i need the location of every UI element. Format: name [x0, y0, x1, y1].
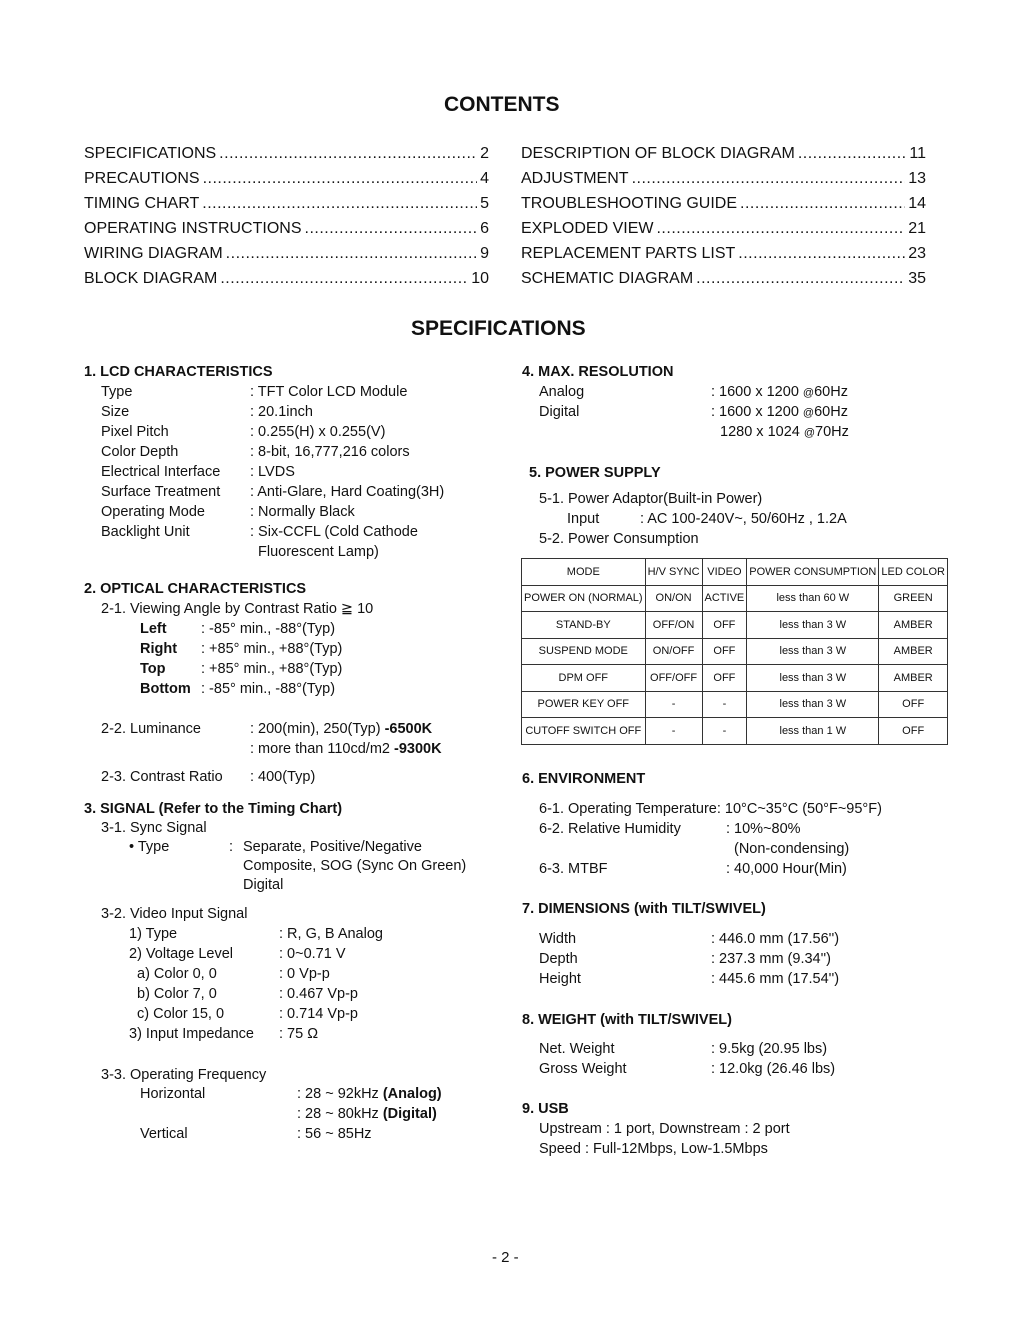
at-symbol: @	[802, 407, 815, 419]
dimension-label: Width	[539, 931, 577, 947]
dimension-value: : 446.0 mm (17.56'')	[711, 931, 840, 947]
sync-signal-label: 3-1. Sync Signal	[101, 820, 207, 836]
table-cell: OFF	[702, 665, 747, 692]
weight-label: Gross Weight	[539, 1061, 627, 1077]
power-consumption-label: 5-2. Power Consumption	[539, 531, 699, 547]
table-cell: OFF	[879, 691, 948, 718]
table-row	[522, 718, 948, 745]
toc-page: 23	[908, 245, 926, 262]
viewing-angle-label: 2-1. Viewing Angle by Contrast Ratio ≧ 10	[101, 601, 374, 617]
toc-title: EXPLODED VIEW	[521, 220, 654, 237]
sync-type-value: Digital	[243, 877, 284, 893]
weight-heading: 8. WEIGHT (with TILT/SWIVEL)	[522, 1012, 732, 1028]
mtbf-label: 6-3. MTBF	[539, 861, 608, 877]
freq-text: : 28 ~ 92kHz	[297, 1086, 383, 1102]
toc-entry[interactable]	[521, 241, 926, 266]
refresh-rate: 70Hz	[815, 424, 849, 440]
video-input-label: 3-2. Video Input Signal	[101, 906, 248, 922]
dimensions-heading: 7. DIMENSIONS (with TILT/SWIVEL)	[522, 901, 766, 917]
video-label: c) Color 15, 0	[137, 1006, 225, 1022]
power-heading: 5. POWER SUPPLY	[529, 465, 661, 481]
analog-value	[711, 382, 848, 403]
resolution-text: : 1600 x 1200	[711, 384, 803, 400]
luminance-text: : 200(min), 250(Typ)	[250, 721, 385, 737]
toc-page: 13	[908, 170, 926, 187]
toc-leader	[226, 241, 477, 266]
lcd-value: : Anti-Glare, Hard Coating(3H)	[250, 484, 445, 500]
usb-speed: Speed : Full-12Mbps, Low-1.5Mbps	[539, 1141, 768, 1157]
video-label: 2) Voltage Level	[129, 946, 233, 962]
table-cell: -	[702, 691, 747, 718]
toc-title: PRECAUTIONS	[84, 170, 200, 187]
table-header: H/V SYNC	[645, 559, 702, 586]
dimension-value: : 237.3 mm (9.34'')	[711, 951, 831, 967]
table-cell: ACTIVE	[702, 585, 747, 612]
lcd-value: : TFT Color LCD Module	[250, 384, 408, 400]
lcd-label: Electrical Interface	[101, 464, 221, 480]
toc-entry[interactable]	[521, 216, 926, 241]
lcd-label: Color Depth	[101, 444, 179, 460]
table-cell: OFF	[879, 718, 948, 745]
power-consumption-table	[521, 558, 948, 745]
angle-dir: Bottom	[140, 681, 191, 697]
usb-heading: 9. USB	[522, 1101, 569, 1117]
video-value: : 0.467 Vp-p	[279, 986, 358, 1002]
horizontal-label: Horizontal	[140, 1086, 206, 1102]
toc-entry[interactable]	[84, 241, 489, 266]
table-cell: less than 1 W	[747, 718, 879, 745]
optical-heading: 2. OPTICAL CHARACTERISTICS	[84, 581, 307, 597]
at-symbol: @	[802, 387, 815, 399]
humidity-note: (Non-condensing)	[734, 841, 850, 857]
page-number: - 2 -	[492, 1249, 519, 1266]
lcd-value-cont: Fluorescent Lamp)	[258, 544, 379, 560]
angle-value: : -85° min., -88°(Typ)	[201, 681, 336, 697]
contrast-value: : 400(Typ)	[250, 769, 316, 785]
table-cell: SUSPEND MODE	[522, 638, 646, 665]
refresh-rate: 60Hz	[814, 384, 848, 400]
toc-title: DESCRIPTION OF BLOCK DIAGRAM	[521, 145, 795, 162]
toc-leader	[738, 241, 905, 266]
table-cell: less than 3 W	[747, 665, 879, 692]
toc-page: 6	[480, 220, 489, 237]
resolution-heading: 4. MAX. RESOLUTION	[522, 364, 674, 380]
vertical-label: Vertical	[140, 1126, 188, 1142]
digital-value-2	[720, 422, 849, 443]
horizontal-value	[297, 1104, 437, 1124]
video-value: : 0.714 Vp-p	[279, 1006, 358, 1022]
video-label: b) Color 7, 0	[137, 986, 217, 1002]
weight-value: : 12.0kg (26.46 lbs)	[711, 1061, 836, 1077]
table-cell: OFF	[702, 638, 747, 665]
humidity-value: : 10%~80%	[726, 821, 801, 837]
table-header-row	[522, 559, 948, 586]
sync-type-colon: :	[229, 839, 234, 855]
table-cell: -	[645, 691, 702, 718]
angle-dir: Left	[140, 621, 167, 637]
weight-label: Net. Weight	[539, 1041, 615, 1057]
toc-leader	[740, 191, 905, 216]
toc-title: SPECIFICATIONS	[84, 145, 217, 162]
toc-entry[interactable]	[84, 266, 489, 291]
table-cell: ON/OFF	[645, 638, 702, 665]
lcd-value: : LVDS	[250, 464, 295, 480]
toc-entry[interactable]	[84, 141, 489, 166]
video-label: a) Color 0, 0	[137, 966, 217, 982]
lcd-value: : 8-bit, 16,777,216 colors	[250, 444, 410, 460]
toc-entry[interactable]	[84, 216, 489, 241]
toc-title: ADJUSTMENT	[521, 170, 629, 187]
luminance-temp: -6500K	[384, 721, 433, 737]
horizontal-value	[297, 1084, 442, 1104]
table-cell: less than 3 W	[747, 638, 879, 665]
angle-value: : +85° min., +88°(Typ)	[201, 661, 343, 677]
toc-leader	[220, 266, 468, 291]
table-cell: less than 60 W	[747, 585, 879, 612]
table-row	[522, 638, 948, 665]
lcd-label: Pixel Pitch	[101, 424, 169, 440]
contents-title: CONTENTS	[444, 93, 560, 116]
angle-value: : -85° min., -88°(Typ)	[201, 621, 336, 637]
input-label: Input	[567, 511, 600, 527]
luminance-value	[250, 719, 432, 739]
lcd-label: Type	[101, 384, 133, 400]
table-header: MODE	[522, 559, 646, 586]
dimension-value: : 445.6 mm (17.54'')	[711, 971, 840, 987]
toc-entry[interactable]	[84, 166, 489, 191]
toc-title: BLOCK DIAGRAM	[84, 270, 218, 287]
toc-page: 14	[908, 195, 926, 212]
vertical-value: : 56 ~ 85Hz	[297, 1126, 372, 1142]
table-cell: STAND-BY	[522, 612, 646, 639]
table-row	[522, 665, 948, 692]
environment-heading: 6. ENVIRONMENT	[522, 771, 646, 787]
table-cell: AMBER	[879, 665, 948, 692]
table-cell: less than 3 W	[747, 691, 879, 718]
digital-value	[711, 402, 848, 423]
toc-leader	[632, 166, 906, 191]
toc-leader	[203, 166, 478, 191]
toc-title: TIMING CHART	[84, 195, 200, 212]
luminance-temp: -9300K	[394, 741, 442, 757]
table-header: POWER CONSUMPTION	[747, 559, 879, 586]
table-cell: less than 3 W	[747, 612, 879, 639]
lcd-value: : Six-CCFL (Cold Cathode	[250, 524, 418, 540]
toc-page: 5	[480, 195, 489, 212]
table-cell: -	[702, 718, 747, 745]
table-cell: CUTOFF SWITCH OFF	[522, 718, 646, 745]
resolution-text: 1280 x 1024	[720, 424, 804, 440]
lcd-label: Size	[101, 404, 130, 420]
freq-mode: (Analog)	[382, 1086, 442, 1102]
usb-ports: Upstream : 1 port, Downstream : 2 port	[539, 1121, 790, 1137]
toc-leader	[656, 216, 905, 241]
toc-entry[interactable]	[521, 266, 926, 291]
sync-type-label: • Type	[129, 839, 170, 855]
table-cell: GREEN	[879, 585, 948, 612]
contrast-label: 2-3. Contrast Ratio	[101, 769, 223, 785]
table-cell: OFF/OFF	[645, 665, 702, 692]
toc-page: 2	[480, 145, 489, 162]
at-symbol: @	[803, 427, 816, 439]
toc-page: 35	[908, 270, 926, 287]
resolution-text: : 1600 x 1200	[711, 404, 803, 420]
table-cell: POWER KEY OFF	[522, 691, 646, 718]
specifications-title: SPECIFICATIONS	[411, 317, 586, 340]
video-value: : 0~0.71 V	[279, 946, 346, 962]
video-label: 1) Type	[129, 926, 178, 942]
lcd-label: Backlight Unit	[101, 524, 190, 540]
table-header: VIDEO	[702, 559, 747, 586]
weight-value: : 9.5kg (20.95 lbs)	[711, 1041, 828, 1057]
table-cell: AMBER	[879, 638, 948, 665]
toc-entry[interactable]	[84, 191, 489, 216]
table-cell: -	[645, 718, 702, 745]
video-value: : 0 Vp-p	[279, 966, 330, 982]
freq-text: : 28 ~ 80kHz	[297, 1106, 383, 1122]
video-value: : 75 Ω	[279, 1026, 319, 1042]
table-row	[522, 691, 948, 718]
toc-entry[interactable]	[521, 191, 926, 216]
frequency-label: 3-3. Operating Frequency	[101, 1067, 267, 1083]
toc-entry[interactable]	[521, 141, 926, 166]
toc-leader	[798, 141, 907, 166]
sync-type-value: Composite, SOG (Sync On Green)	[243, 858, 467, 874]
dimension-label: Depth	[539, 951, 578, 967]
luminance-value	[250, 739, 442, 759]
luminance-label: 2-2. Luminance	[101, 721, 201, 737]
dimension-label: Height	[539, 971, 581, 987]
table-cell: ON/ON	[645, 585, 702, 612]
table-row	[522, 612, 948, 639]
lcd-value: : Normally Black	[250, 504, 355, 520]
lcd-heading: 1. LCD CHARACTERISTICS	[84, 364, 273, 380]
table-row	[522, 585, 948, 612]
mtbf-value: : 40,000 Hour(Min)	[726, 861, 847, 877]
angle-value: : +85° min., +88°(Typ)	[201, 641, 343, 657]
toc-title: REPLACEMENT PARTS LIST	[521, 245, 736, 262]
video-value: : R, G, B Analog	[279, 926, 383, 942]
lcd-label: Surface Treatment	[101, 484, 221, 500]
luminance-text: : more than 110cd/m2	[250, 741, 395, 757]
freq-mode: (Digital)	[382, 1106, 437, 1122]
toc-page: 10	[471, 270, 489, 287]
toc-page: 9	[480, 245, 489, 262]
sync-type-value: Separate, Positive/Negative	[243, 839, 422, 855]
analog-label: Analog	[539, 384, 585, 400]
toc-entry[interactable]	[521, 166, 926, 191]
humidity-label: 6-2. Relative Humidity	[539, 821, 681, 837]
power-adaptor-label: 5-1. Power Adaptor(Built-in Power)	[539, 491, 763, 507]
toc-title: SCHEMATIC DIAGRAM	[521, 270, 694, 287]
video-label: 3) Input Impedance	[129, 1026, 254, 1042]
signal-heading: 3. SIGNAL (Refer to the Timing Chart)	[84, 801, 343, 817]
toc-leader	[202, 191, 477, 216]
angle-dir: Right	[140, 641, 178, 657]
table-cell: AMBER	[879, 612, 948, 639]
toc-leader	[219, 141, 477, 166]
table-cell: POWER ON (NORMAL)	[522, 585, 646, 612]
toc-page: 21	[908, 220, 926, 237]
lcd-value: : 20.1inch	[250, 404, 313, 420]
toc-leader	[696, 266, 905, 291]
toc-title: OPERATING INSTRUCTIONS	[84, 220, 302, 237]
table-cell: OFF	[702, 612, 747, 639]
input-value: : AC 100-240V~, 50/60Hz , 1.2A	[640, 511, 847, 527]
digital-label: Digital	[539, 404, 580, 420]
toc-page: 4	[480, 170, 489, 187]
table-cell: OFF/ON	[645, 612, 702, 639]
lcd-label: Operating Mode	[101, 504, 205, 520]
toc-leader	[305, 216, 478, 241]
operating-temperature: 6-1. Operating Temperature: 10°C~35°C (50°F~95°F)	[539, 801, 882, 817]
table-cell: DPM OFF	[522, 665, 646, 692]
toc-page: 11	[909, 145, 926, 162]
refresh-rate: 60Hz	[814, 404, 848, 420]
table-header: LED COLOR	[879, 559, 948, 586]
lcd-value: : 0.255(H) x 0.255(V)	[250, 424, 386, 440]
toc-title: WIRING DIAGRAM	[84, 245, 223, 262]
toc-title: TROUBLESHOOTING GUIDE	[521, 195, 738, 212]
angle-dir: Top	[140, 661, 166, 677]
